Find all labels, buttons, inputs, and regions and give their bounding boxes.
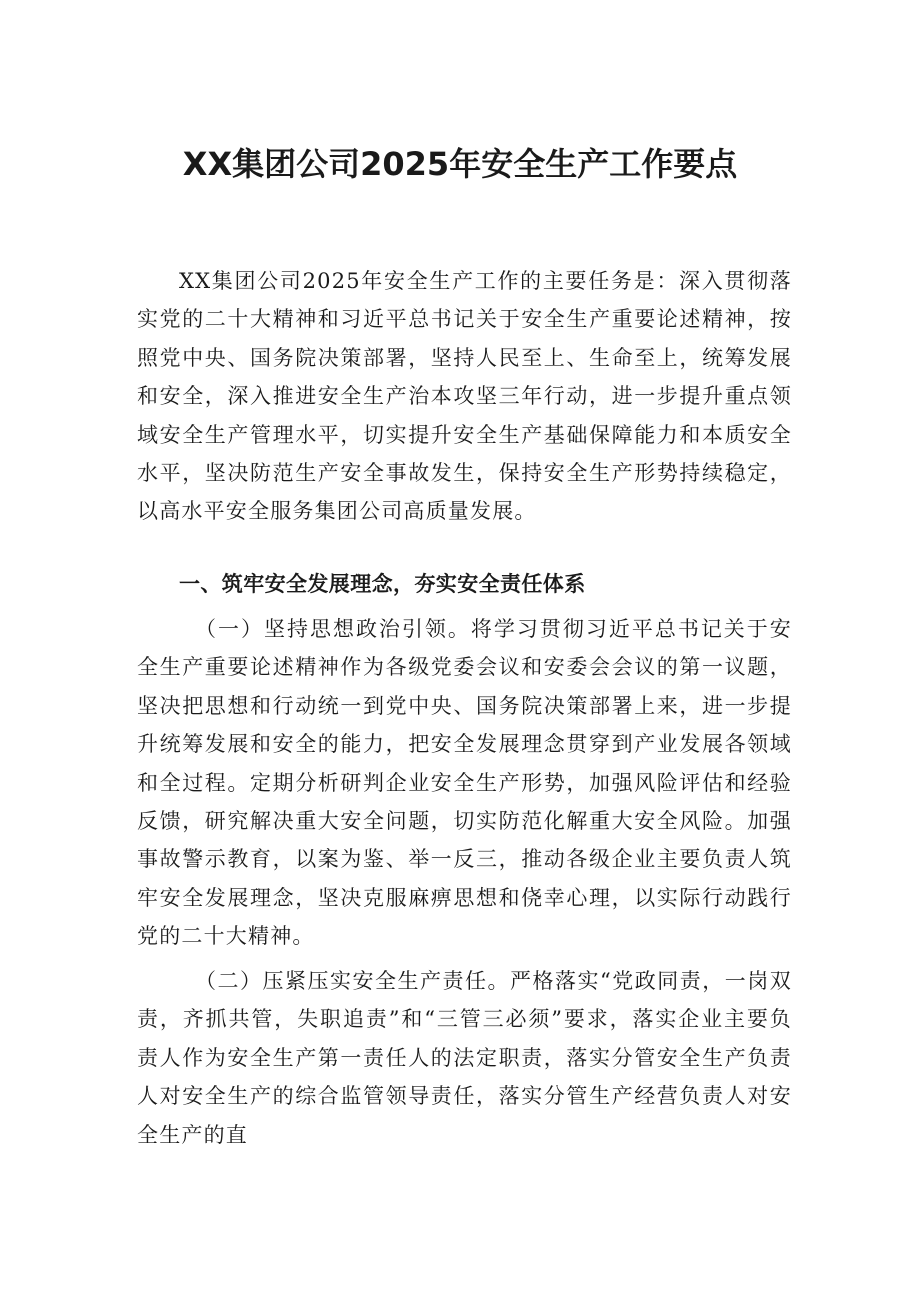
document-title: XX集团公司2025年安全生产工作要点 <box>182 145 738 183</box>
intro-paragraph: XX集团公司2025年安全生产工作的主要任务是：深入贯彻落实党的二十大精神和习近平总书记关于安全生产重要论述精神，按照党中央、国务院决策部署，坚持人民至上、生命至上，统筹发展和安全，深入推进安全生产治本攻坚三年行动，进一步提升重点领域安全生产管理水平，切实提升安全生产基础保障能力和本质安全水平，坚决防范生产安全事故发生，保持安全生产形势持续稳定，以高水平安全服务集团公司高质量发展。 <box>137 269 792 524</box>
section-heading-1: 一、筑牢安全发展理念，夯实安全责任体系 <box>179 572 586 596</box>
section1-item1-paragraph: （一）坚持思想政治引领。将学习贯彻习近平总书记关于安全生产重要论述精神作为各级党委会议和安委会会议的第一议题，坚决把思想和行动统一到党中央、国务院决策部署上来，进一步提升统筹发展和安全的能力，把安全发展理念贯穿到产业发展各领域和全过程。定期分析研判企业安全生产形势，加强风险评估和经验反馈，研究解决重大安全问题，切实防范化解重大安全风险。加强事故警示教育，以案为鉴、举一反三，推动各级企业主要负责人筑牢安全发展理念，坚决克服麻痹思想和侥幸心理，以实际行动践行党的二十大精神。 <box>137 617 792 949</box>
section1-item2-paragraph: （二）压紧压实安全生产责任。严格落实“党政同责，一岗双责，齐抓共管，失职追责”和“三管三必须”要求，落实企业主要负责人作为安全生产第一责任人的法定职责，落实分管安全生产负责人对安全生产的综合监管领导责任，落实分管生产经营负责人对安全生产的直 <box>137 969 792 1147</box>
